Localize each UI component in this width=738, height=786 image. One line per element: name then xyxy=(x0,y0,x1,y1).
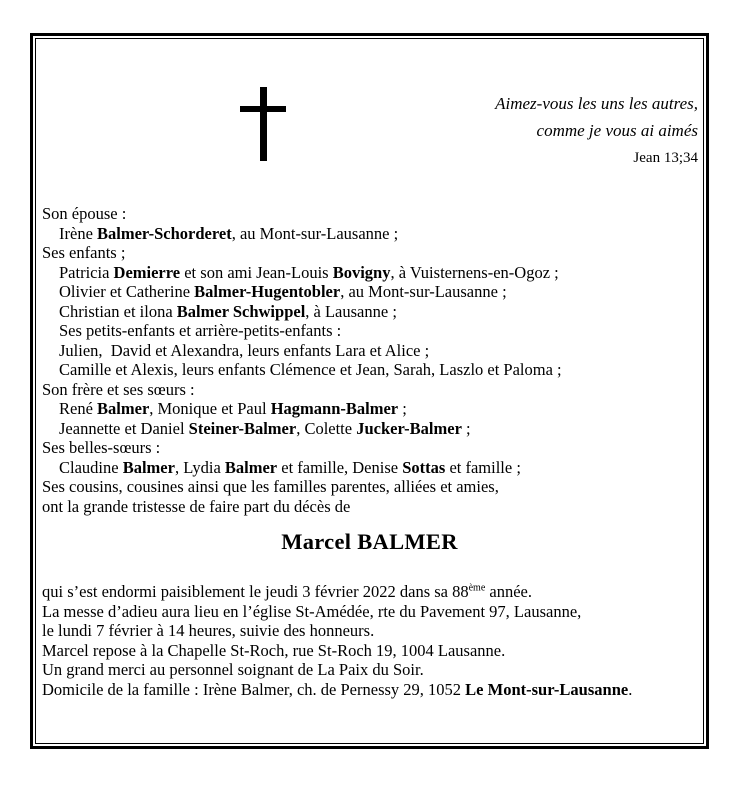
detail-line: Marcel repose à la Chapelle St-Roch, rue St-Roch 19, 1004 Lausanne. xyxy=(42,640,506,660)
family-line: Claudine Balmer, Lydia Balmer et famille, Denise Sottas et famille ; xyxy=(59,457,521,477)
family-line: Son épouse : xyxy=(42,204,127,223)
family-line: Son frère et ses sœurs : xyxy=(42,379,195,399)
funeral-details xyxy=(42,582,702,699)
cross-icon xyxy=(240,87,286,161)
bible-quote xyxy=(495,90,698,169)
quote-line-1: Aimez-vous les uns les autres, xyxy=(495,94,698,113)
family-line: Christian et ilona Balmer Schwippel, à Lausanne ; xyxy=(59,301,397,321)
detail-line: Domicile de la famille : Irène Balmer, ch. de Pernessy 29, 1052 Le Mont-sur-Lausanne. xyxy=(42,679,633,699)
family-line: Julien, David et Alexandra, leurs enfants Lara et Alice ; xyxy=(59,340,430,360)
announcement-card xyxy=(30,33,709,749)
family-line: Camille et Alexis, leurs enfants Clémence et Jean, Sarah, Laszlo et Paloma ; xyxy=(59,360,562,379)
detail-line: Un grand merci au personnel soignant de La Paix du Soir. xyxy=(42,660,424,679)
family-line: Ses enfants ; xyxy=(42,243,126,262)
quote-line-2: comme je vous ai aimés xyxy=(536,121,698,140)
detail-line: qui s’est endormi paisiblement le jeudi 3 février 2022 dans sa 88ème année. xyxy=(42,582,532,601)
family-line: Jeannette et Daniel Steiner-Balmer, Colette Jucker-Balmer ; xyxy=(59,418,471,438)
family-line: Ses cousins, cousines ainsi que les familles parentes, alliées et amies, xyxy=(42,477,499,496)
family-line: Patricia Demierre et son ami Jean-Louis Bovigny, à Vuisternens-en-Ogoz ; xyxy=(59,262,559,282)
family-line: Olivier et Catherine Balmer-Hugentobler, au Mont-sur-Lausanne ; xyxy=(59,282,507,301)
family-line: Irène Balmer-Schorderet, au Mont-sur-Lausanne ; xyxy=(59,223,399,243)
family-line: René Balmer, Monique et Paul Hagmann-Balmer ; xyxy=(59,399,407,418)
family-line: ont la grande tristesse de faire part du décès de xyxy=(42,496,351,516)
family-line: Ses petits-enfants et arrière-petits-enfants : xyxy=(59,321,342,340)
detail-line: le lundi 7 février à 14 heures, suivie des honneurs. xyxy=(42,621,375,640)
detail-line: La messe d’adieu aura lieu en l’église St-Amédée, rte du Pavement 97, Lausanne, xyxy=(42,601,582,621)
family-line: Ses belles-sœurs : xyxy=(42,438,161,457)
quote-reference: Jean 13;34 xyxy=(633,150,698,166)
deceased-name: Marcel BALMER xyxy=(281,529,458,554)
family-list xyxy=(42,204,702,516)
